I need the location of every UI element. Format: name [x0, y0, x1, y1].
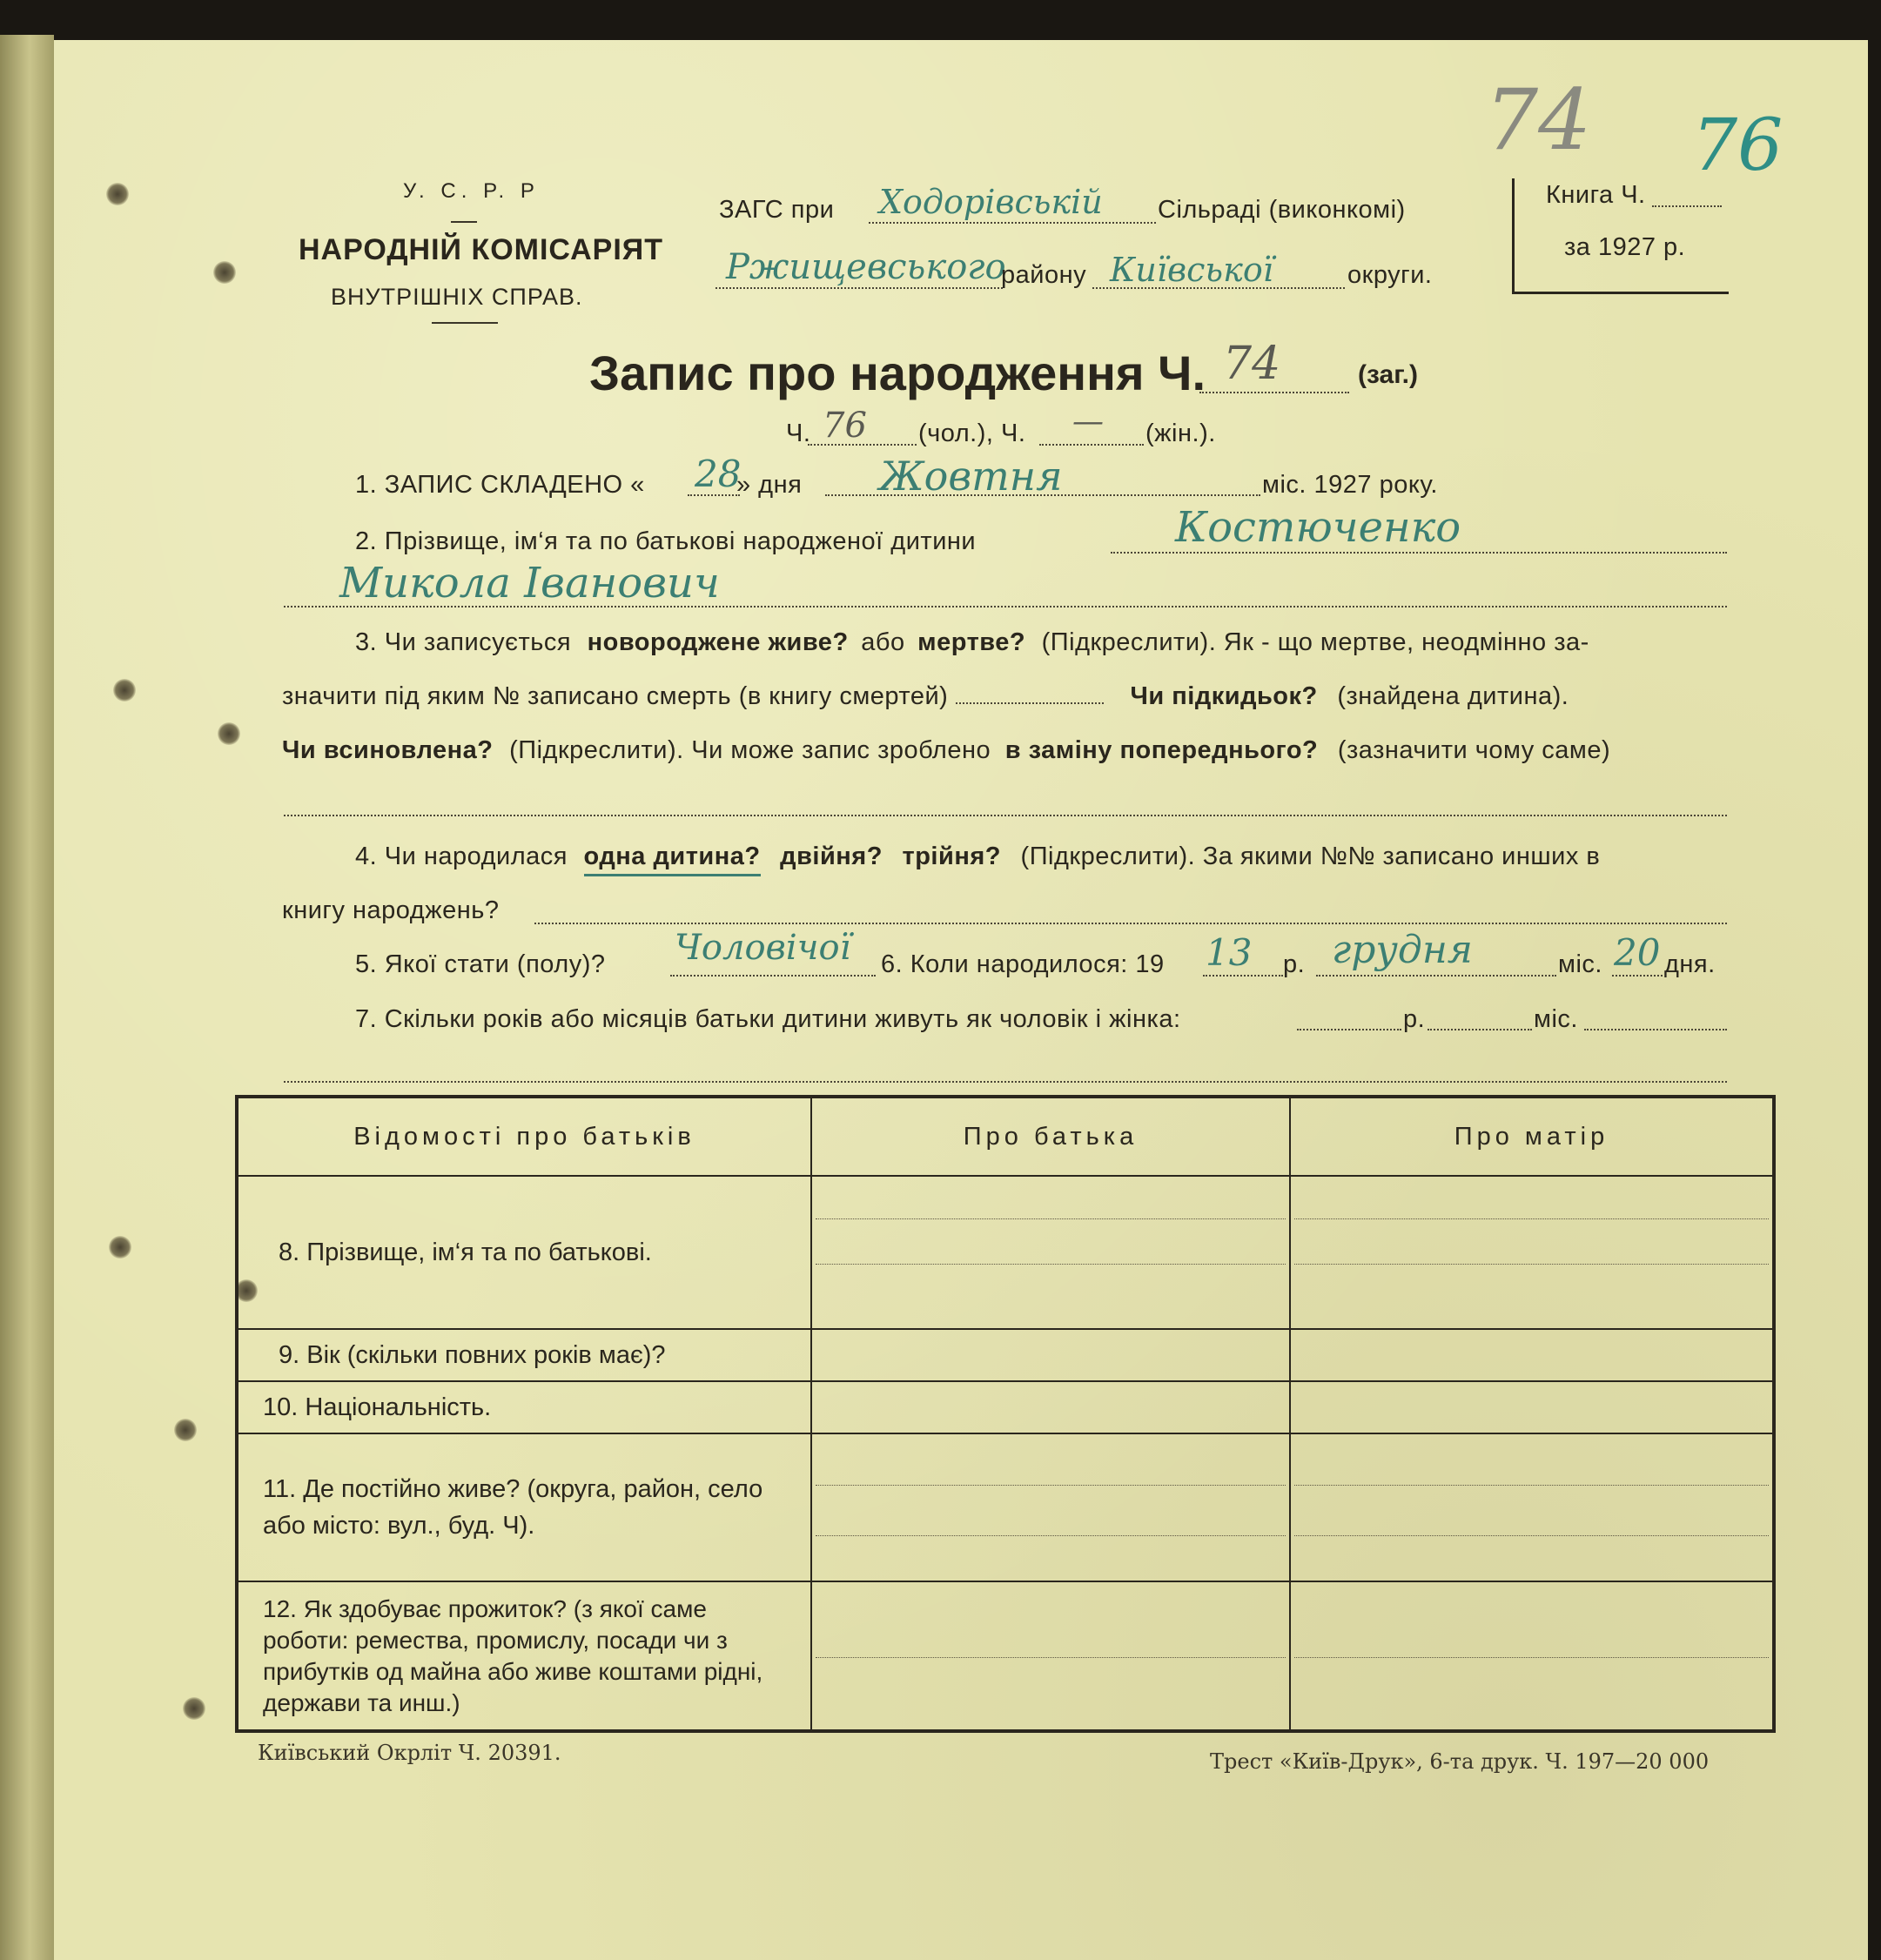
item1-day-close: » дня — [736, 471, 803, 499]
item4-line2: книгу народжень? — [282, 896, 500, 924]
item7-years-field — [1297, 1029, 1401, 1030]
republic-label: У. С. Р. Р — [403, 179, 540, 203]
item7-months-suffix: міс. — [1534, 1005, 1578, 1033]
item3-line3 — [282, 736, 1610, 765]
item7-line2-field — [284, 1081, 1727, 1083]
row-label: 9. Вік (скільки повних років має)? — [237, 1329, 811, 1381]
item2-label: 2. Прізвище, ім‘я та по батькові народженої дитини — [355, 527, 977, 555]
department-label: ВНУТРІШНІХ СПРАВ. — [331, 284, 583, 310]
table-header-row — [237, 1097, 1774, 1176]
item7-extra-field — [1584, 1029, 1727, 1030]
header-parents-info: Відомості про батьків — [237, 1097, 811, 1176]
item3-line2 — [282, 682, 1569, 711]
female-label: (жін.). — [1145, 420, 1216, 447]
book-number: 76 — [1692, 104, 1784, 187]
item2-surname-field — [1111, 552, 1727, 554]
father-cell — [811, 1176, 1290, 1329]
binding-hole — [218, 722, 240, 745]
item3-text: (Підкреслити). Як - що мертве, неодмінно за- — [1041, 628, 1589, 656]
item1-month: Жовтня — [879, 453, 1063, 500]
father-cell — [811, 1329, 1290, 1381]
item3-text: (зазначити чому саме) — [1337, 736, 1611, 764]
item1-day: 28 — [695, 453, 742, 495]
zags-value: Ходорівській — [879, 183, 1103, 221]
item6-year: 13 — [1206, 931, 1253, 974]
father-cell — [811, 1381, 1290, 1433]
male-label: (чол.), Ч. — [918, 420, 1026, 447]
item2-surname: Костюченко — [1175, 503, 1461, 552]
male-prefix: Ч. — [786, 420, 811, 447]
father-cell — [811, 1581, 1290, 1731]
item7-months-field — [1428, 1029, 1532, 1030]
row-label: 8. Прізвище, ім‘я та по батькові. — [237, 1176, 811, 1329]
book-label: Книга Ч. — [1546, 181, 1646, 209]
divider — [451, 221, 477, 223]
okrug-value: Київської — [1110, 251, 1273, 289]
zags-field — [869, 222, 1156, 224]
item3-text: значити під яким № записано смерть (в книгу смертей) — [282, 682, 949, 710]
table-row — [237, 1176, 1774, 1329]
binding-hole — [113, 679, 136, 701]
item6-day: 20 — [1614, 931, 1661, 974]
book-field — [1652, 205, 1722, 207]
item6-year-suffix: р. — [1283, 950, 1306, 978]
row-label: 10. Національність. — [237, 1381, 811, 1433]
record-number-field — [1199, 392, 1349, 393]
row-label: 11. Де постійно живе? (округа, район, село або місто: вул., буд. Ч). — [237, 1433, 811, 1581]
mother-cell — [1290, 1581, 1774, 1731]
item5-label: 5. Якої стати (полу)? — [355, 950, 606, 978]
item6-month-suffix: міс. — [1558, 950, 1602, 978]
item6-month-field — [1316, 975, 1556, 977]
item4-text: (Підкреслити). За якими №№ записано инших в — [1020, 842, 1601, 870]
zags-prefix: ЗАГС при — [719, 196, 835, 224]
parents-table — [235, 1095, 1776, 1733]
item3-text: 3. Чи записується — [355, 628, 572, 656]
binding-hole — [106, 183, 129, 205]
item3-text: (знайдена дитина). — [1337, 682, 1569, 710]
binding-hole — [213, 261, 236, 284]
footer-left: Київський Окрліт Ч. 20391. — [258, 1741, 561, 1765]
binding-hole — [183, 1697, 205, 1720]
item7-label: 7. Скільки років або місяців батьки дитини живуть як чоловік і жінка: — [355, 1005, 1181, 1033]
female-number: — — [1072, 404, 1104, 440]
table-row — [237, 1381, 1774, 1433]
male-number: 76 — [823, 406, 867, 446]
item3-replacement-option: в заміну попереднього? — [1004, 736, 1319, 764]
item3-line1 — [355, 628, 1589, 657]
item4-text: 4. Чи народилася — [355, 842, 568, 870]
table-row — [237, 1433, 1774, 1581]
item3-text: або — [861, 628, 905, 656]
mother-cell — [1290, 1329, 1774, 1381]
item1-prefix: 1. ЗАПИС СКЛАДЕНО « — [355, 471, 645, 499]
item1-suffix: міс. 1927 року. — [1262, 471, 1438, 499]
item3-death-field — [956, 702, 1104, 704]
item3-dead-option: мертве? — [917, 628, 1026, 656]
item3-text: (Підкреслити). Чи може запис зроблено — [509, 736, 991, 764]
table-row — [237, 1329, 1774, 1381]
mother-cell — [1290, 1433, 1774, 1581]
father-cell — [811, 1433, 1290, 1581]
item4-line1 — [355, 842, 1600, 871]
item4-twins-option: двійня? — [780, 842, 883, 870]
district-label: району — [1001, 261, 1087, 289]
record-suffix: (заг.) — [1358, 360, 1419, 389]
female-field — [1039, 444, 1144, 446]
header-mother: Про матір — [1290, 1097, 1774, 1176]
binding-hole — [109, 1236, 131, 1259]
item6-label: 6. Коли народилося: 19 — [881, 950, 1165, 978]
left-page-edge — [0, 35, 54, 1960]
table-row — [237, 1581, 1774, 1731]
item5-value: Чоловічої — [675, 928, 851, 968]
zags-suffix: Сільраді (виконкомі) — [1158, 196, 1406, 224]
footer-right: Трест «Київ-Друк», 6-та друк. Ч. 197—20 000 — [1210, 1749, 1710, 1774]
item3-foundling-option: Чи підкидьок? — [1130, 682, 1318, 710]
book-year: за 1927 р. — [1564, 233, 1686, 261]
header-father: Про батька — [811, 1097, 1290, 1176]
item3-adopted-option: Чи всиновлена? — [282, 736, 494, 764]
mother-cell — [1290, 1381, 1774, 1433]
record-title: Запис про народження Ч. — [589, 346, 1206, 400]
mother-cell — [1290, 1176, 1774, 1329]
pencil-number: 74 — [1485, 71, 1592, 169]
commissariat-label: НАРОДНІЙ КОМІСАРІЯТ — [299, 233, 663, 266]
okrug-label: округи. — [1347, 261, 1433, 289]
item6-month: грудня — [1332, 928, 1473, 972]
item7-years-suffix: р. — [1403, 1005, 1426, 1033]
item5-field — [670, 975, 876, 977]
district-field — [715, 287, 1003, 289]
item4-numbers-field — [534, 923, 1727, 924]
item6-year-field — [1203, 975, 1283, 977]
item6-day-field — [1612, 975, 1663, 977]
item4-single-option: одна дитина? — [584, 842, 761, 876]
record-number: 74 — [1223, 338, 1281, 390]
item4-triplets-option: трійня? — [902, 842, 1001, 870]
divider — [432, 322, 498, 324]
item2-name: Микола Іванович — [339, 559, 720, 607]
item6-day-suffix: дня. — [1664, 950, 1716, 978]
binding-hole — [174, 1419, 197, 1441]
item3-alive-option: новороджене живе? — [587, 628, 849, 656]
row-label: 12. Як здобуває прожиток? (з якої саме роботи: ремества, промислу, посади чи з прибутків од майна або живе коштами рідні, держави та инш.) — [237, 1581, 811, 1731]
item3-reason-field — [284, 815, 1727, 816]
district-value: Ржищевського — [726, 247, 1006, 287]
